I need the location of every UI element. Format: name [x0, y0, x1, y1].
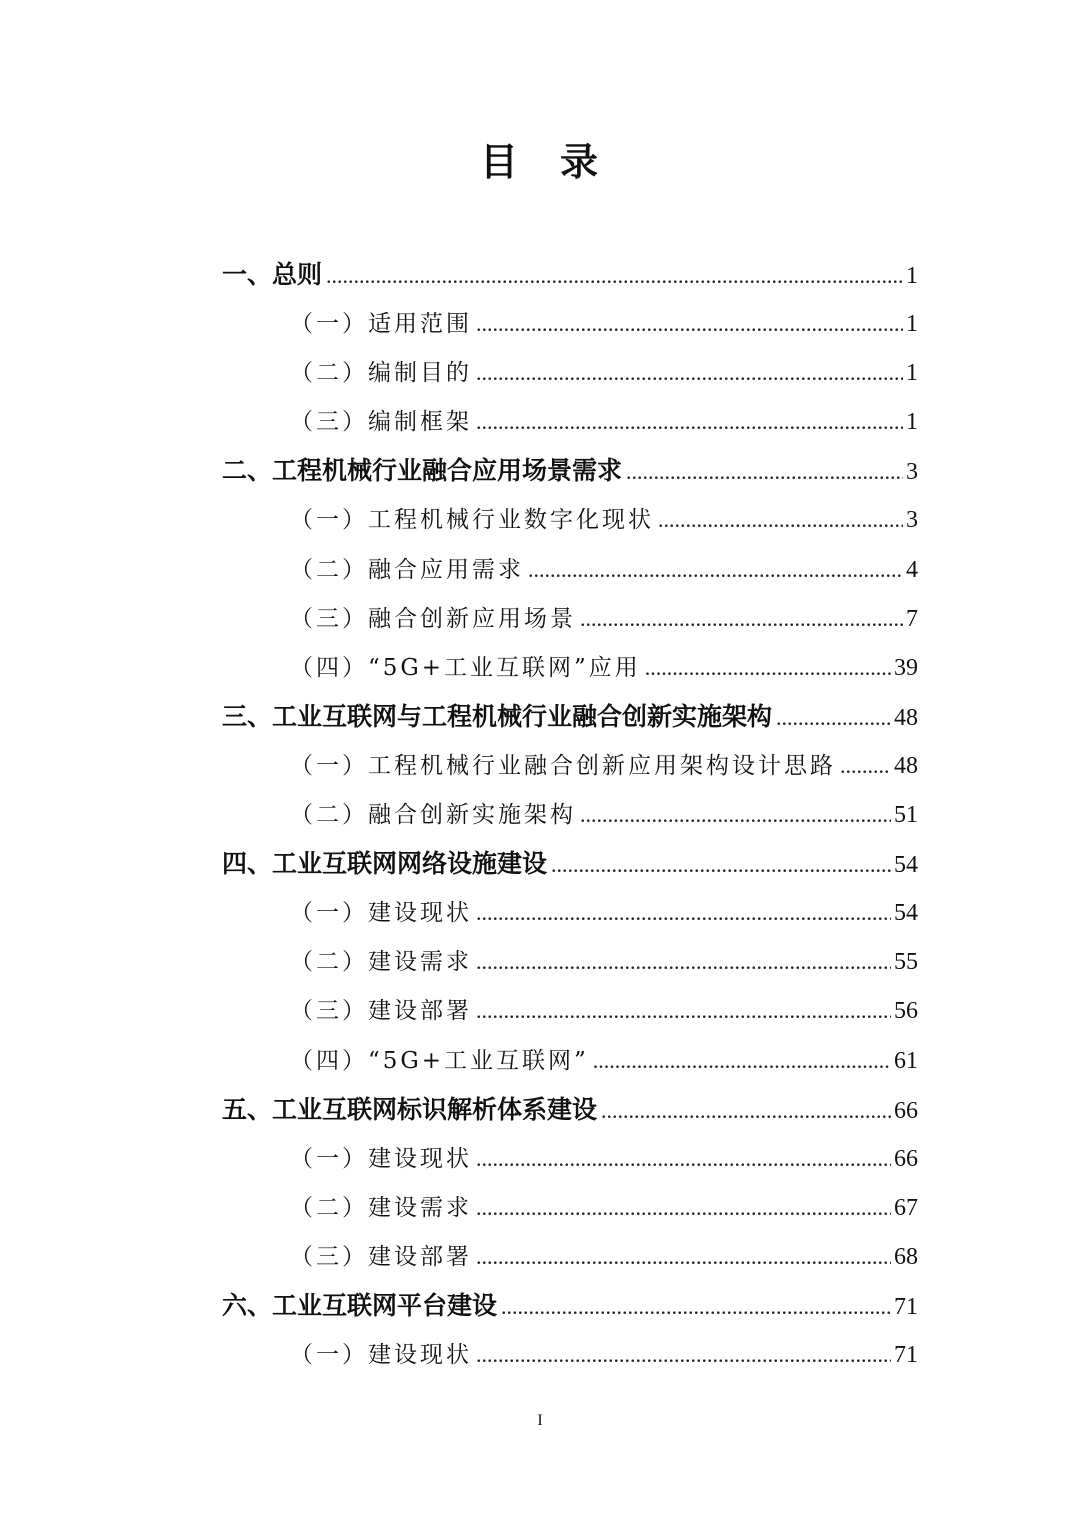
toc-entry-title: （二）建设需求	[290, 1194, 472, 1221]
toc-entry-page: 66	[894, 1145, 918, 1172]
toc-entry-page: 61	[894, 1047, 918, 1074]
toc-entry-title: 二、工程机械行业融合应用场景需求	[222, 456, 623, 486]
toc-entry-page: 1	[906, 360, 918, 387]
toc-entry-title: （三）融合创新应用场景	[290, 605, 576, 632]
toc-dot-leader	[476, 1330, 891, 1379]
toc-section-entry[interactable]	[222, 1232, 918, 1281]
toc-entry-title: 五、工业互联网标识解析体系建设	[222, 1094, 598, 1124]
toc-section-entry[interactable]	[222, 397, 918, 446]
toc-entry-title: （一）建设现状	[290, 900, 472, 927]
toc-dot-leader	[626, 447, 903, 496]
toc-chapter-entry[interactable]	[222, 692, 918, 741]
toc-entry-title: （二）融合应用需求	[290, 556, 524, 583]
toc-dot-leader	[476, 397, 903, 446]
toc-dot-leader	[476, 937, 891, 986]
toc-chapter-entry[interactable]	[222, 1085, 918, 1134]
page-number: I	[537, 1412, 543, 1429]
toc-entry-page: 71	[894, 1342, 918, 1369]
toc-section-entry[interactable]	[222, 594, 918, 643]
toc-entry-title: 六、工业互联网平台建设	[222, 1290, 498, 1320]
toc-entry-page: 55	[894, 949, 918, 976]
toc-entry-page: 67	[894, 1194, 918, 1221]
toc-dot-leader	[501, 1282, 891, 1331]
toc-entry-title: （一）建设现状	[290, 1342, 472, 1369]
toc-entry-page: 1	[906, 409, 918, 436]
toc-entry-title: （一）适用范围	[290, 311, 472, 338]
toc-section-entry[interactable]	[222, 1330, 918, 1379]
toc-entry-page: 54	[894, 852, 918, 879]
toc-chapter-entry[interactable]	[222, 1281, 918, 1330]
toc-dot-leader	[601, 1086, 891, 1135]
toc-section-entry[interactable]	[222, 545, 918, 594]
toc-dot-leader	[476, 1183, 891, 1232]
toc-section-entry[interactable]	[222, 348, 918, 397]
toc-section-entry[interactable]	[222, 299, 918, 348]
toc-dot-leader	[476, 1232, 891, 1281]
toc-section-entry[interactable]	[222, 888, 918, 937]
toc-entry-page: 71	[894, 1293, 918, 1320]
toc-entry-title: （四）“5G+工业互联网”应用	[290, 654, 641, 681]
toc-section-entry[interactable]	[222, 790, 918, 839]
toc-section-entry[interactable]	[222, 937, 918, 986]
toc-chapter-entry[interactable]	[222, 446, 918, 495]
toc-entry-page: 56	[894, 998, 918, 1025]
toc-entry-page: 68	[894, 1243, 918, 1270]
toc-chapter-entry[interactable]	[222, 250, 918, 299]
toc-entry-title: （三）编制框架	[290, 409, 472, 436]
toc-entry-title: （四）“5G+工业互联网”	[290, 1047, 589, 1074]
toc-section-entry[interactable]	[222, 495, 918, 544]
toc-section-entry[interactable]	[222, 1183, 918, 1232]
toc-entry-page: 7	[906, 605, 918, 632]
toc-entry-title: （一）建设现状	[290, 1145, 472, 1172]
toc-dot-leader	[476, 299, 903, 348]
toc-dot-leader	[551, 840, 891, 889]
toc-entry-page: 3	[906, 507, 918, 534]
toc-entry-title: 四、工业互联网网络设施建设	[222, 849, 548, 879]
toc-entry-page: 54	[894, 900, 918, 927]
toc-entry-page: 66	[894, 1097, 918, 1124]
toc-dot-leader	[476, 348, 903, 397]
toc-entry-title: （二）融合创新实施架构	[290, 802, 576, 829]
toc-dot-leader	[840, 741, 891, 790]
toc-entry-title: （一）工程机械行业数字化现状	[290, 507, 654, 534]
toc-dot-leader	[776, 693, 891, 742]
toc-entry-page: 1	[906, 311, 918, 338]
toc-dot-leader	[476, 1134, 891, 1183]
toc-entry-title: （三）建设部署	[290, 1243, 472, 1270]
toc-dot-leader	[645, 643, 891, 692]
toc-entry-page: 48	[894, 704, 918, 731]
toc-section-entry[interactable]	[222, 741, 918, 790]
toc-entry-page: 1	[906, 263, 918, 289]
toc-section-entry[interactable]	[222, 986, 918, 1035]
toc-dot-leader	[580, 594, 903, 643]
page-title: 目 录	[479, 140, 600, 184]
table-of-contents	[222, 250, 918, 1379]
toc-dot-leader	[528, 545, 903, 594]
toc-entry-title: （一）工程机械行业融合创新应用架构设计思路	[290, 752, 836, 779]
toc-entry-title: （二）建设需求	[290, 949, 472, 976]
toc-dot-leader	[476, 888, 891, 937]
toc-entry-title: 一、总则	[222, 260, 323, 289]
toc-section-entry[interactable]	[222, 643, 918, 692]
toc-entry-title: 三、工业互联网与工程机械行业融合创新实施架构	[222, 701, 773, 731]
toc-section-entry[interactable]	[222, 1134, 918, 1183]
toc-chapter-entry[interactable]	[222, 839, 918, 888]
toc-entry-page: 3	[906, 459, 918, 486]
toc-entry-title: （二）编制目的	[290, 360, 472, 387]
toc-dot-leader	[476, 986, 891, 1035]
toc-entry-title: （三）建设部署	[290, 998, 472, 1025]
toc-entry-page: 39	[894, 654, 918, 681]
toc-dot-leader	[593, 1036, 891, 1085]
toc-section-entry[interactable]	[222, 1036, 918, 1085]
toc-entry-page: 48	[894, 752, 918, 779]
toc-dot-leader	[580, 790, 891, 839]
toc-entry-page: 51	[894, 802, 918, 829]
toc-dot-leader	[658, 495, 903, 544]
toc-dot-leader	[326, 251, 903, 300]
toc-entry-page: 4	[906, 556, 918, 583]
